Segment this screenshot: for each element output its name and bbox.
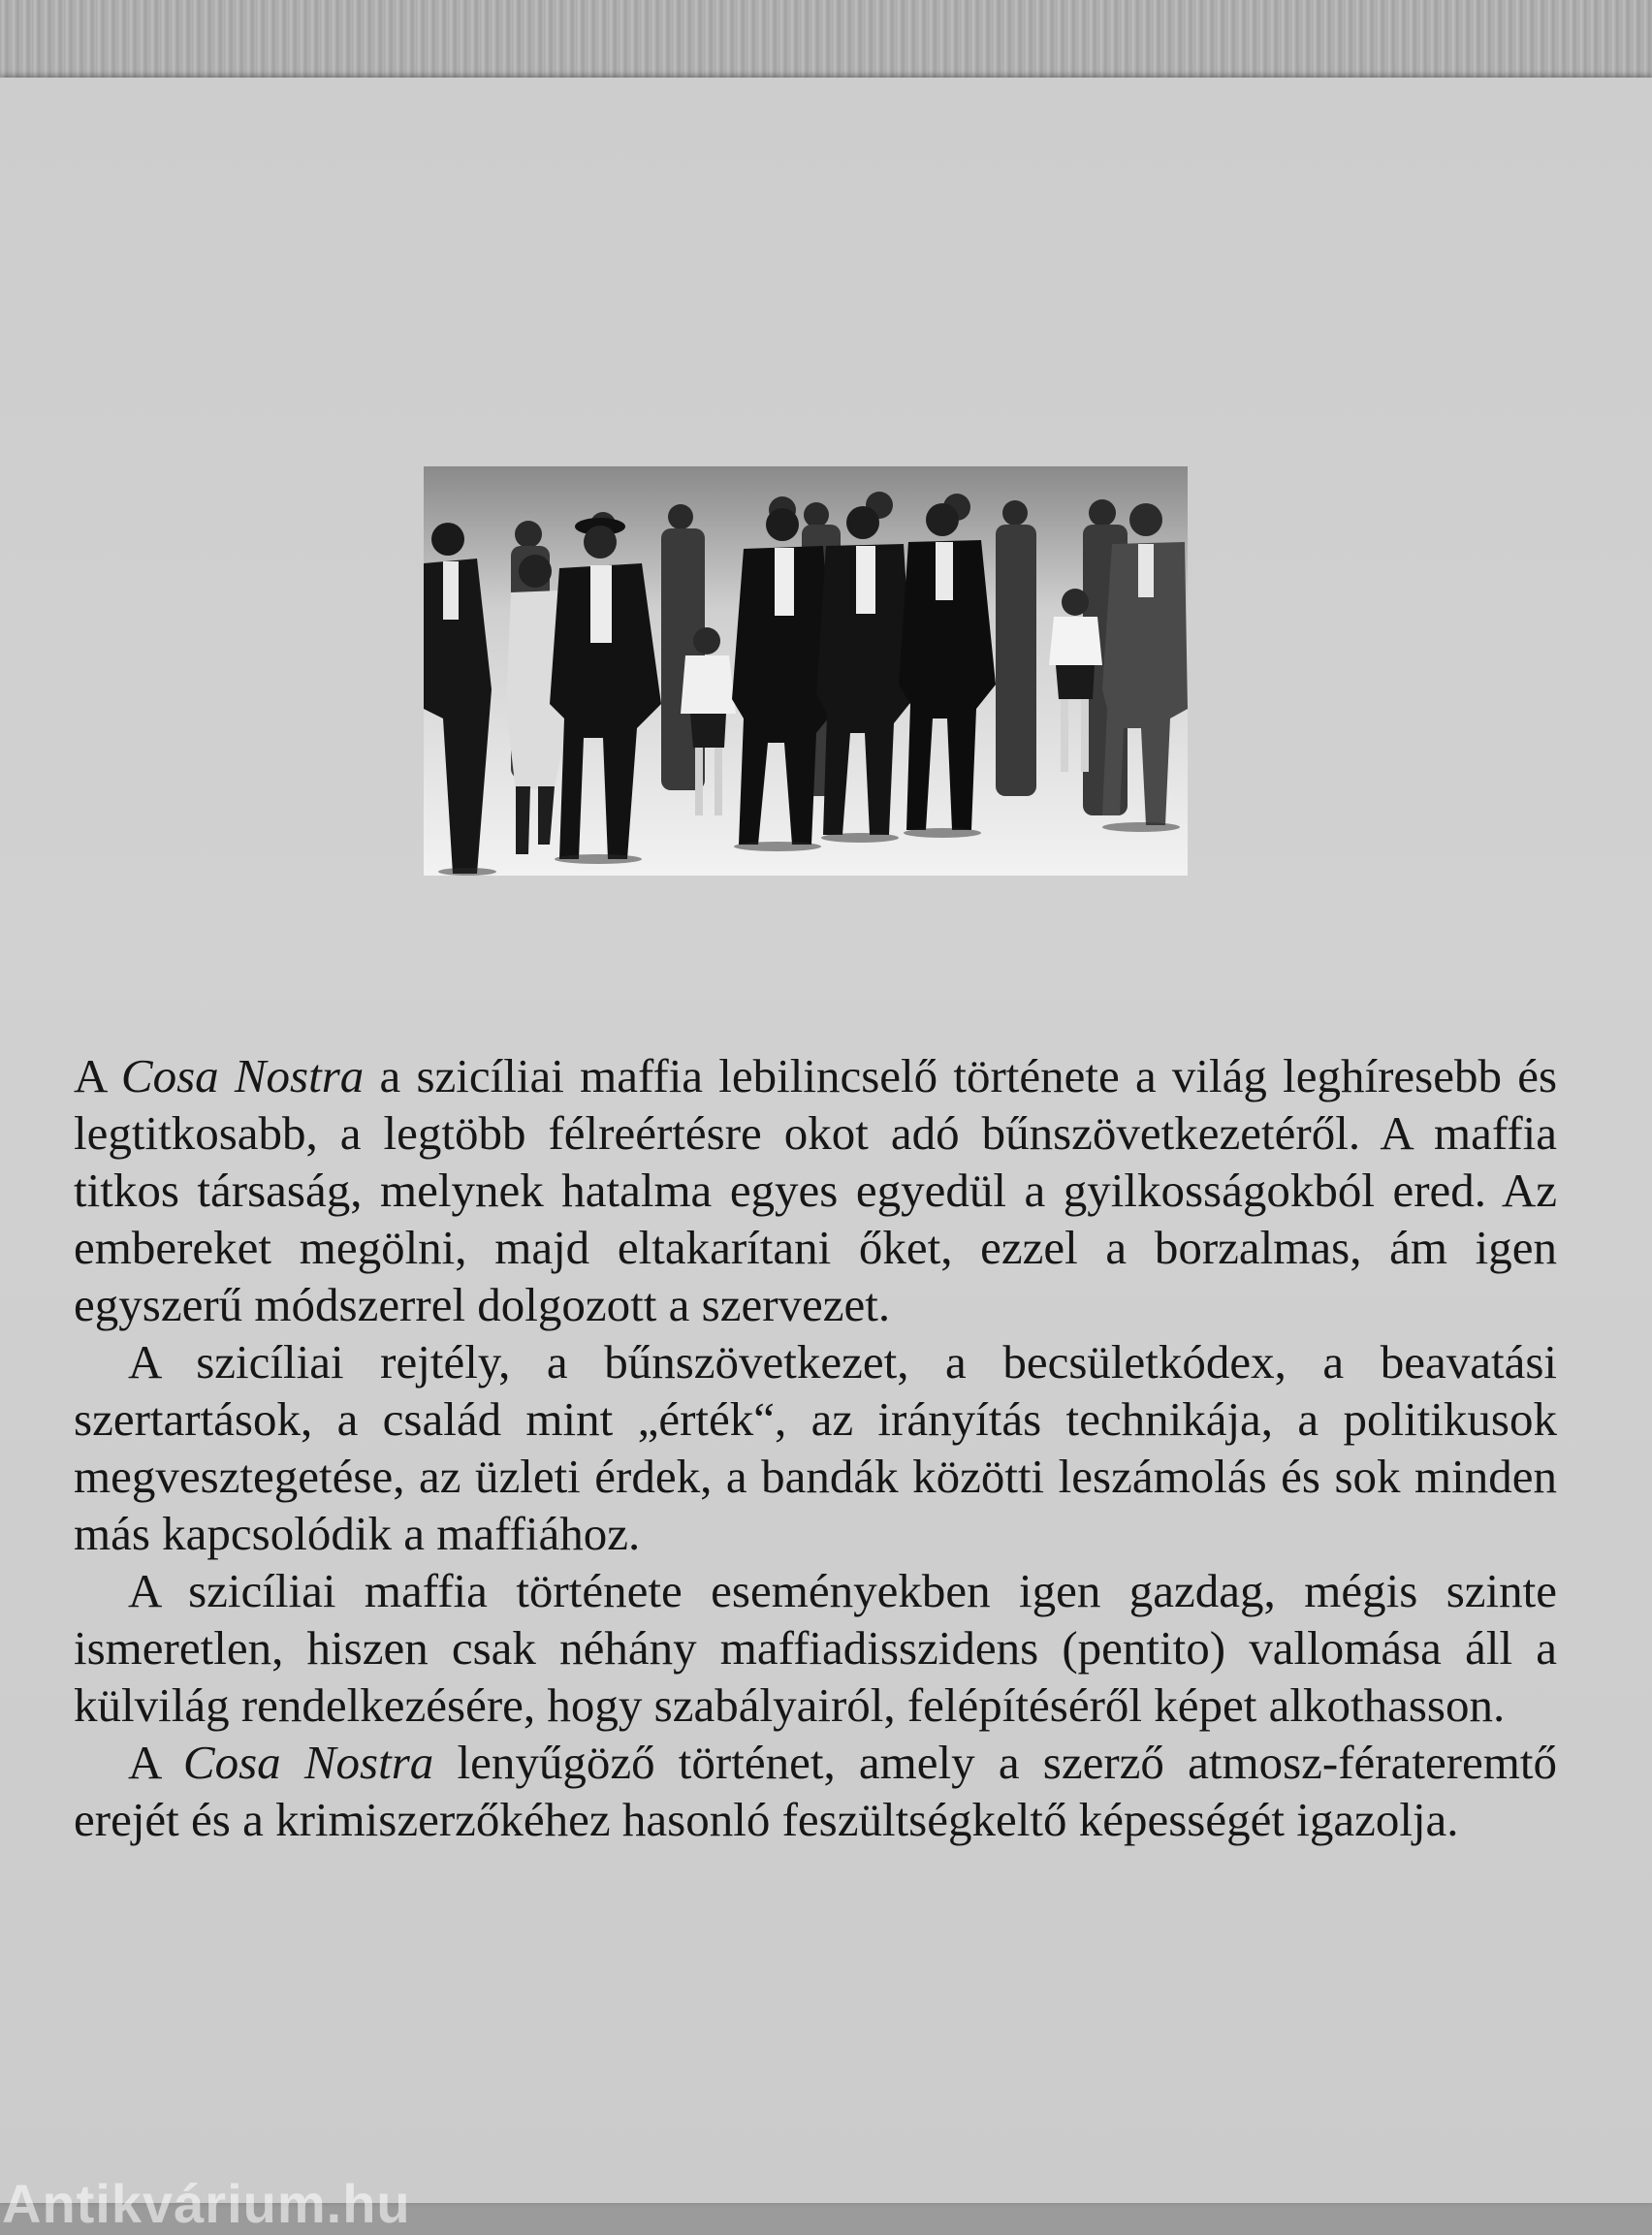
background-surface (0, 0, 1652, 83)
book-title-italic: Cosa Nostra (120, 1049, 365, 1102)
watermark: Antikvárium.hu (2, 2173, 411, 2234)
blurb-paragraph-1 (74, 1047, 1557, 1333)
text-run: A (74, 1049, 121, 1102)
blurb-paragraph-2: A szicíliai rejtély, a bűnszövetkezet, a becsületkódex, a beavatási szertartások, a család mint „érték“, az irányítás technikája, a politikusok megvesztegetése, az üzleti érdek, a bandák közötti leszámolás és sok minden más kapcsolódik a maffiához. (74, 1335, 1557, 1560)
text-run: A (128, 1736, 183, 1789)
blurb-paragraph-4 (74, 1734, 1557, 1848)
cover-photo (424, 466, 1188, 876)
blurb-text (74, 1047, 1557, 1848)
text-run: a szicíliai maffia lebilincselő története a világ leghíresebb és legtitkosabb, a legtöbb félreértésre okot adó bűnszövetkezetéről. A maffia titkos társaság, melynek hatalma egyes egyedül a gyilkosságokból ered. Az embereket megölni, majd eltakarítani őket, ezzel a borzalmas, ám igen egyszerű módszerrel dolgozott a szervezet. (74, 1049, 1558, 1331)
group-photo-icon (424, 466, 1188, 876)
blurb-paragraph-3: A szicíliai maffia története eseményekben igen gazdag, mégis szinte ismeretlen, hiszen csak néhány maffiadisszidens (pentito) vallomása áll a külvilág rendelkezésére, hogy szabályairól, felépítéséről képet alkothasson. (74, 1564, 1557, 1732)
book-title-italic: Cosa Nostra (182, 1736, 434, 1789)
text-run: lenyűgöző történet, amely a szerző atmosz-férateremtő erejét és a krimiszerzőkéhez hasonló feszültségkeltő képességét igazolja. (74, 1736, 1557, 1846)
